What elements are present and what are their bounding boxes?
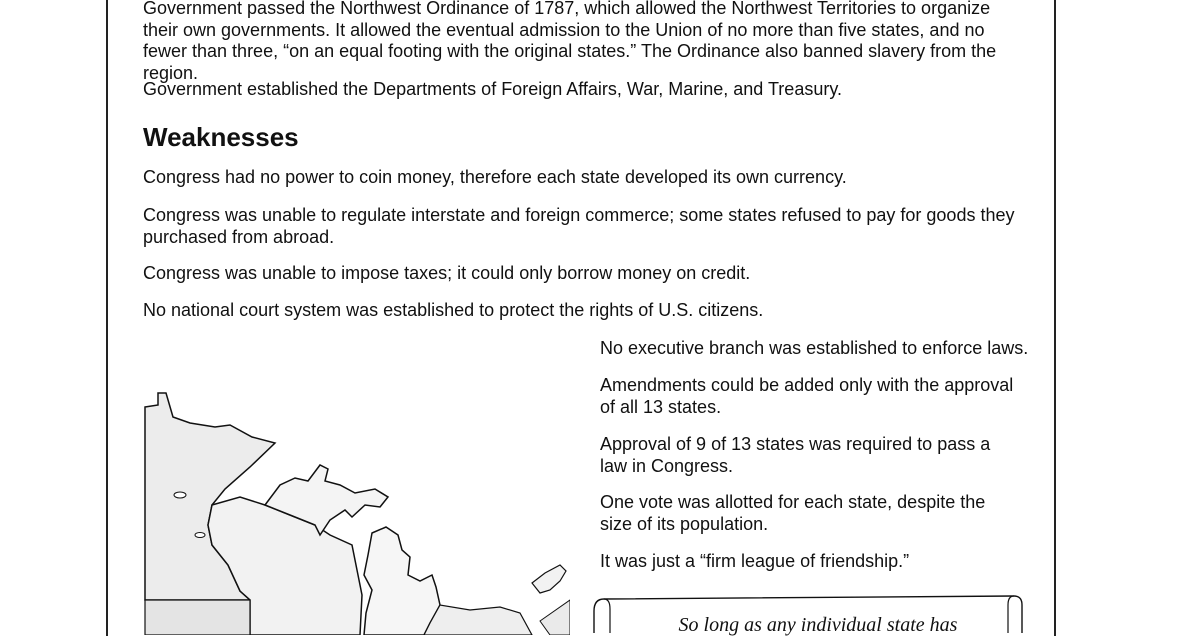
- weakness-item-taxes: Congress was unable to impose taxes; it could only borrow money on credit.: [143, 263, 751, 283]
- weakness-item-executive: No executive branch was established to enforce laws.: [600, 338, 1029, 358]
- quote-text: So long as any individual state has: [678, 614, 958, 636]
- michigan-lower-peninsula: [364, 527, 440, 635]
- pennsylvania-fragment: [540, 600, 570, 635]
- departments-paragraph: Government established the Departments of Foreign Affairs, War, Marine, and Treasury.: [143, 79, 842, 99]
- ordinance-paragraph: Government passed the Northwest Ordinance of 1787, which allowed the Northwest Territories to organize their own governments. It allowed the eventual admission to the Union of no more than five states, and no fewer than three, “on an equal footing with the original states.” The Ordinance also banned slavery from the region.: [143, 0, 997, 83]
- iowa-state-shape: [145, 600, 250, 635]
- weakness-item-money: Congress had no power to coin money, therefore each state developed its own currency.: [143, 167, 847, 187]
- ohio-state-shape: [424, 605, 532, 635]
- weakness-item-commerce: Congress was unable to regulate interstate and foreign commerce; some states refused to pay for goods they purchased from abroad.: [143, 205, 1015, 247]
- great-lakes-map: [140, 385, 570, 635]
- weakness-item-approval: Approval of 9 of 13 states was required to pass a law in Congress.: [600, 434, 991, 476]
- weakness-item-one-vote: One vote was allotted for each state, despite the size of its population.: [600, 492, 986, 534]
- new-york-fragment: [532, 565, 566, 593]
- weakness-item-courts: No national court system was established to protect the rights of U.S. citizens.: [143, 300, 764, 320]
- weakness-item-amendments: Amendments could be added only with the approval of all 13 states.: [600, 375, 1014, 417]
- weakness-item-league: It was just a “firm league of friendship.”: [600, 551, 910, 571]
- weaknesses-heading: Weaknesses: [143, 122, 299, 152]
